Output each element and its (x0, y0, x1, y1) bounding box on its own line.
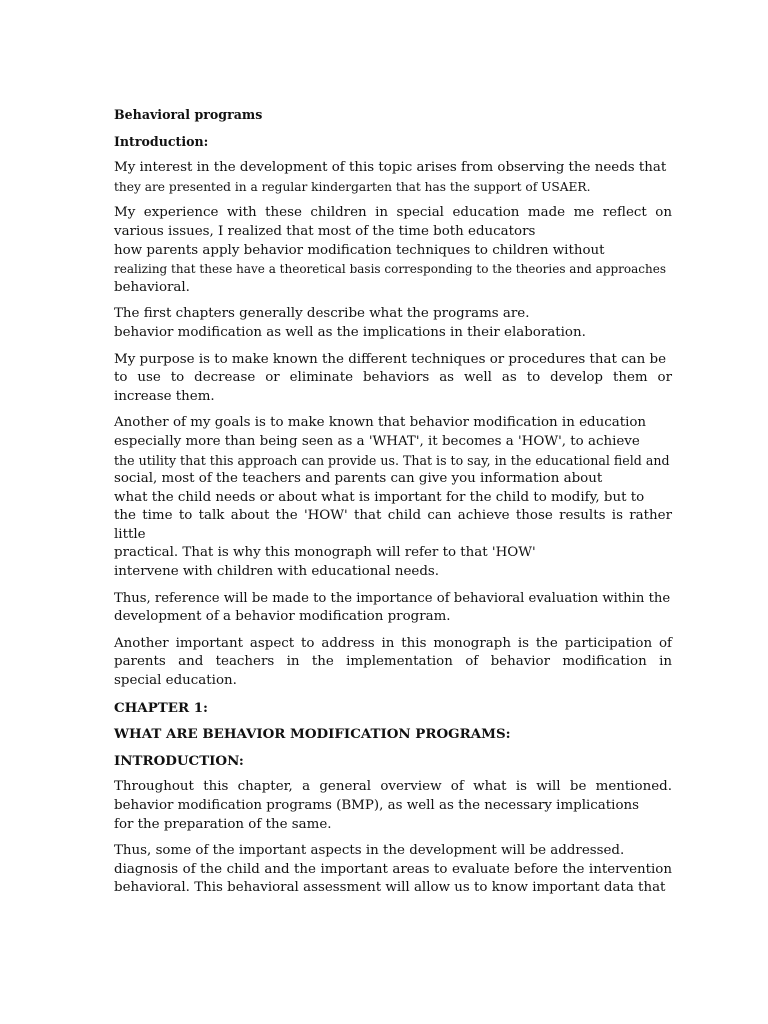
text-line: Throughout this chapter, a general overview of what is will be mentioned. (114, 779, 672, 795)
text-line: practical. That is why this monograph will refer to that 'HOW' (114, 545, 536, 561)
text-line: realizing that these have a theoretical basis corresponding to the theories and approaches (114, 262, 667, 277)
text-line: Thus, some of the important aspects in the development will be addressed. (114, 843, 625, 859)
chapter-heading: CHAPTER 1: (114, 699, 208, 716)
paragraph-4 (114, 351, 672, 407)
text-line: the time to talk about the 'HOW' that child can achieve those results is rather little (114, 508, 672, 542)
text-line: diagnosis of the child and the important areas to evaluate before the intervention (114, 861, 672, 877)
text-line: behavior modification as well as the implications in their elaboration. (114, 324, 586, 340)
text-line: for the preparation of the same. (114, 816, 332, 832)
text-line: behavioral. This behavioral assessment will allow us to know important data that (114, 880, 666, 896)
intro-heading: Introduction: (114, 133, 209, 149)
paragraph-1 (114, 159, 672, 196)
paragraph-5 (114, 414, 672, 581)
document-page (114, 106, 672, 906)
paragraph-3 (114, 305, 672, 342)
text-line: the utility that this approach can provide us. That is to say, in the educational field and (114, 452, 670, 468)
text-line: My experience with these children in special education made me reflect on (114, 205, 672, 221)
text-line: especially more than being seen as a 'WHAT', it becomes a 'HOW', to achieve (114, 433, 640, 449)
text-line: Another of my goals is to make known that behavior modification in education (114, 415, 647, 431)
text-line: what the child needs or about what is important for the child to modify, but to (114, 489, 645, 505)
paragraph-2 (114, 204, 672, 297)
text-line: My purpose is to make known the different techniques or procedures that can be (114, 351, 667, 367)
paragraph-6 (114, 590, 672, 627)
text-line: intervene with children with educational needs. (114, 564, 440, 580)
text-line: they are presented in a regular kindergarten that has the support of USAER. (114, 179, 591, 194)
chapter-title: WHAT ARE BEHAVIOR MODIFICATION PROGRAMS: (114, 726, 511, 743)
text-line: increase them. (114, 388, 215, 404)
text-line: The first chapters generally describe what the programs are. (114, 306, 530, 322)
text-line: special education. (114, 673, 237, 689)
document-title: Behavioral programs (114, 107, 263, 122)
text-line: various issues, I realized that most of the time both educators (114, 223, 536, 239)
chapter-paragraph-1 (114, 778, 672, 834)
text-line: social, most of the teachers and parents can give you information about (114, 471, 603, 487)
text-line: to use to decrease or eliminate behaviors as well as to develop them or (114, 370, 672, 386)
text-line: parents and teachers in the implementation of behavior modification in (114, 654, 672, 670)
text-line: behavior modification programs (BMP), as well as the necessary implications (114, 798, 640, 813)
text-line: My interest in the development of this topic arises from observing the needs that (114, 160, 667, 176)
text-line: how parents apply behavior modification techniques to children without (114, 242, 605, 258)
text-line: Thus, reference will be made to the importance of behavioral evaluation within the (114, 590, 671, 606)
chapter-intro-heading: INTRODUCTION: (114, 752, 244, 769)
chapter-paragraph-2 (114, 842, 672, 898)
text-line: development of a behavior modification program. (114, 609, 451, 625)
paragraph-7 (114, 635, 672, 691)
text-line: Another important aspect to address in this monograph is the participation of (114, 635, 672, 651)
text-line: behavioral. (114, 279, 190, 295)
